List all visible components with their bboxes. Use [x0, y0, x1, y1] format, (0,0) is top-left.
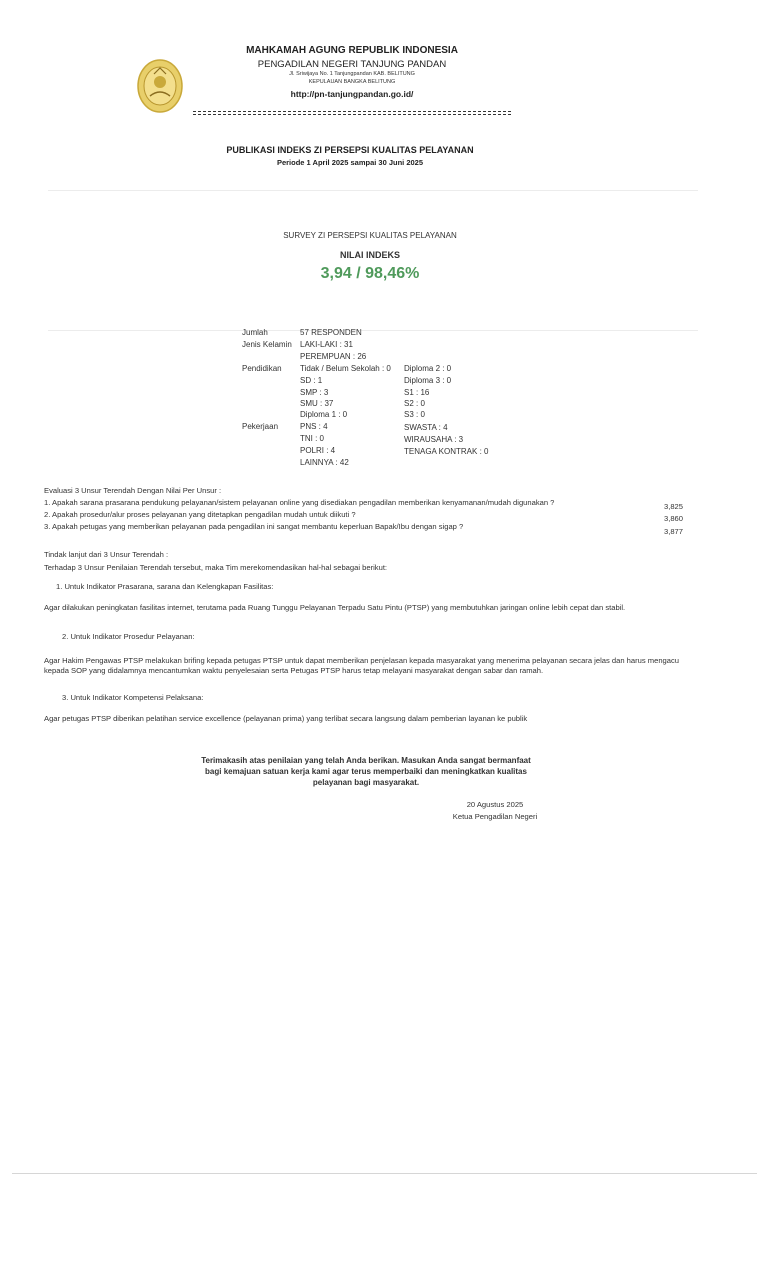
faint-divider — [48, 330, 698, 331]
job-label: Pekerjaan — [242, 422, 279, 431]
job-item: POLRI : 4 — [300, 446, 336, 455]
education-item: Diploma 3 : 0 — [404, 376, 452, 385]
education-label: Pendidikan — [242, 364, 282, 373]
education-item: SMP : 3 — [300, 388, 329, 397]
website-url[interactable]: http://pn-tanjungpandan.go.id/ — [290, 89, 414, 99]
evaluation-item: 3. Apakah petugas yang memberikan pelayanan pada pengadilan ini sangat membantu keperluan Bapak/Ibu dengan sigap ? — [44, 522, 464, 531]
job-item: LAINNYA : 42 — [300, 458, 349, 467]
jumlah-value: 57 RESPONDEN — [300, 328, 362, 337]
gender-label: Jenis Kelamin — [242, 340, 292, 349]
org-name: MAHKAMAH AGUNG REPUBLIK INDONESIA — [246, 45, 458, 56]
evaluation-value: 3,860 — [664, 514, 684, 523]
gender-female: PEREMPUAN : 26 — [300, 352, 367, 361]
followup-intro: Terhadap 3 Unsur Penilaian Terendah tersebut, maka Tim merekomendasikan hal-hal sebagai berikut: — [44, 563, 388, 572]
jumlah-label: Jumlah — [242, 328, 268, 337]
faint-divider — [48, 190, 698, 191]
job-item: SWASTA : 4 — [404, 423, 448, 432]
court-name: PENGADILAN NEGERI TANJUNG PANDAN — [257, 59, 447, 70]
education-item: Tidak / Belum Sekolah : 0 — [300, 364, 391, 373]
thank-you-note: Terimakasih atas penilaian yang telah Anda berikan. Masukan Anda sangat bermanfaat bagi kemajuan satuan kerja kami agar terus memperbaiki dan meningkatkan kualitas pelayanan bagi masyarakat. — [201, 756, 531, 787]
followup-heading: Tindak lanjut dari 3 Unsur Terendah : — [44, 550, 169, 559]
court-seal-icon — [136, 58, 184, 114]
evaluation-value: 3,877 — [664, 527, 684, 536]
education-item: SD : 1 — [300, 376, 323, 385]
gender-male: LAKI-LAKI : 31 — [300, 340, 353, 349]
education-item: Diploma 2 : 0 — [404, 364, 452, 373]
publication-title: PUBLIKASI INDEKS ZI PERSEPSI KUALITAS PELAYANAN — [226, 145, 474, 155]
job-item: WIRAUSAHA : 3 — [404, 435, 464, 444]
job-item: TNI : 0 — [300, 434, 325, 443]
index-value: 3,94 / 98,46% — [320, 265, 420, 282]
followup-item-body: Agar dilakukan peningkatan fasilitas internet, terutama pada Ruang Tunggu Pelayanan Terpadu Satu Pintu (PTSP) yang membutuhkan jaringan online lebih cepat dan stabil. — [44, 603, 626, 612]
evaluation-heading: Evaluasi 3 Unsur Terendah Dengan Nilai Per Unsur : — [44, 486, 222, 495]
header-divider — [193, 111, 511, 115]
education-item: SMU : 37 — [300, 399, 334, 408]
followup-item-title: 2. Untuk Indikator Prosedur Pelayanan: — [62, 632, 195, 641]
education-item: S2 : 0 — [404, 399, 425, 408]
followup-item-title: 3. Untuk Indikator Kompetensi Pelaksana: — [62, 693, 204, 702]
survey-label: SURVEY ZI PERSEPSI KUALITAS PELAYANAN — [283, 231, 457, 240]
followup-item-title: 1. Untuk Indikator Prasarana, sarana dan Kelengkapan Fasilitas: — [56, 582, 274, 591]
education-item: Diploma 1 : 0 — [300, 410, 348, 419]
followup-item-body: Agar petugas PTSP diberikan pelatihan service excellence (pelayanan prima) yang terlibat secara langsung dalam pemberian layanan ke publik — [44, 714, 528, 723]
evaluation-item: 1. Apakah sarana prasarana pendukung pelayanan/sistem pelayanan online yang disediakan pengadilan memberikan kenyamanan/mudah digunakan ? — [44, 498, 555, 507]
evaluation-value: 3,825 — [664, 502, 684, 511]
job-item: PNS : 4 — [300, 422, 328, 431]
signatory-title: Ketua Pengadilan Negeri — [452, 812, 538, 821]
education-item: S3 : 0 — [404, 410, 425, 419]
education-item: S1 : 16 — [404, 388, 430, 397]
address-line-1: Jl. Sriwijaya No. 1 Tanjungpandan KAB. BELITUNG — [289, 71, 415, 77]
followup-item-body: Agar Hakim Pengawas PTSP melakukan brifing kepada petugas PTSP untuk dapat memberikan penjelasan kepada masyarakat yang menerima pelayanan secara jelas dan harus mengacu kepada SOP yang didalamnya mencantumkan waktu penyelesaian serta Petugas PTSP harus tetap melayani masyarakat dengan sabar dan ramah. — [44, 656, 680, 675]
publication-period: Periode 1 April 2025 sampai 30 Juni 2025 — [276, 158, 424, 167]
address-line-2: KEPULAUAN BANGKA BELITUNG — [308, 79, 396, 85]
index-label: NILAI INDEKS — [339, 250, 400, 260]
page-bottom-edge — [12, 1173, 757, 1174]
signing-date: 20 Agustus 2025 — [466, 800, 524, 809]
job-item: TENAGA KONTRAK : 0 — [404, 447, 489, 456]
evaluation-item: 2. Apakah prosedur/alur proses pelayanan yang ditetapkan pengadilan mudah untuk diikuti ? — [44, 510, 356, 519]
